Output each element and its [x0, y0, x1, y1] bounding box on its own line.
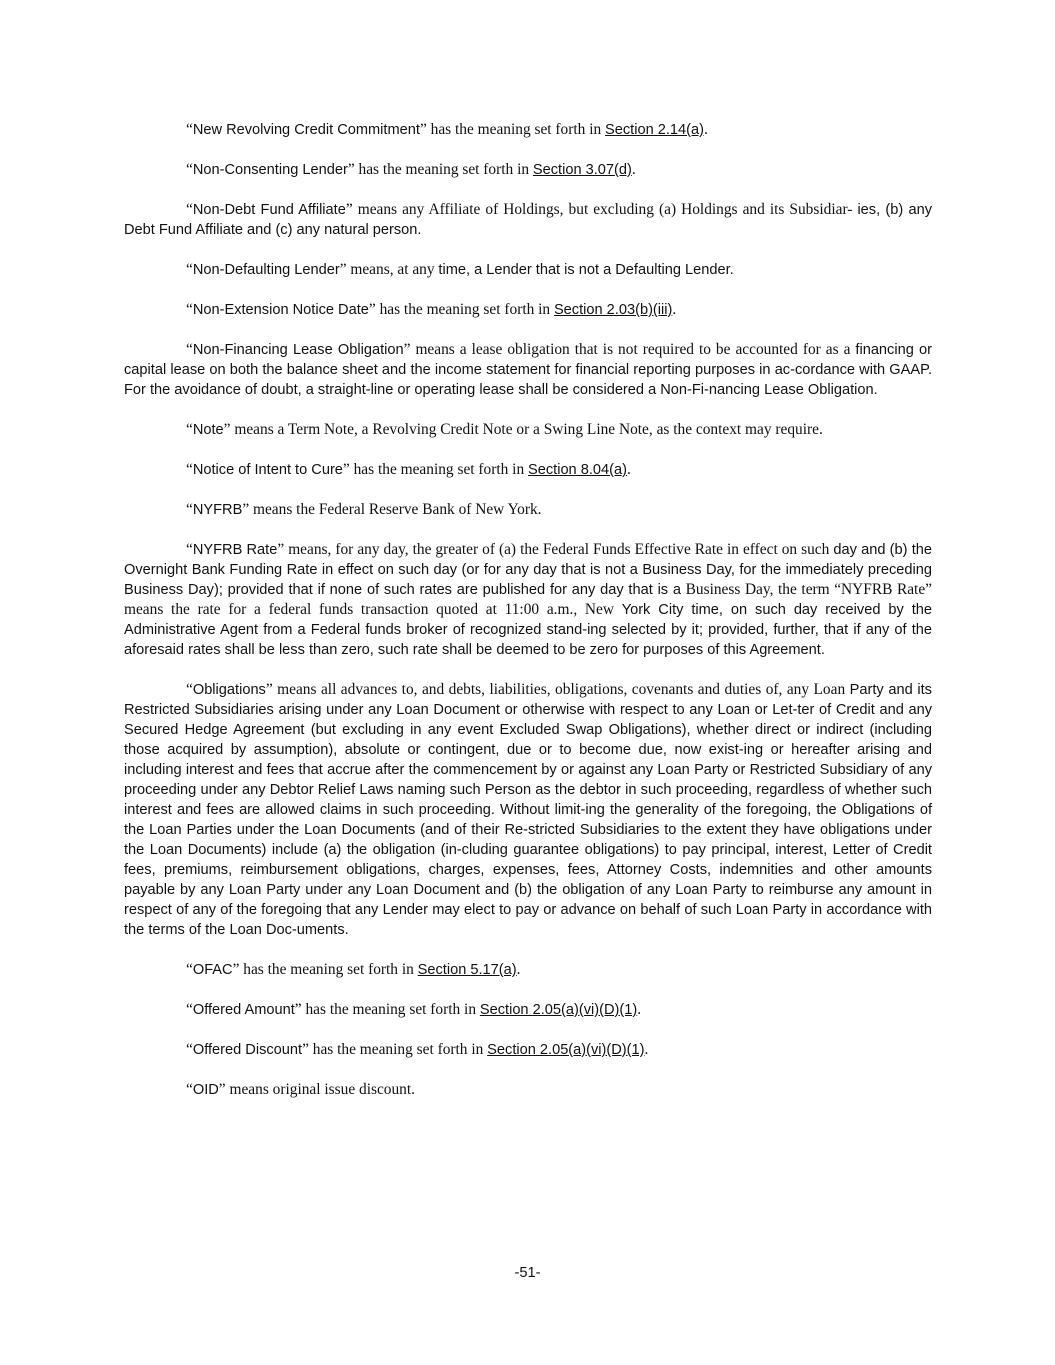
definition-notice-of-intent-to-cure: “Notice of Intent to Cure” has the meaning set forth in Section 8.04(a). — [186, 461, 631, 478]
defined-term: Non-Extension Notice Date — [192, 302, 369, 318]
section-link[interactable]: Section 2.03(b)(iii) — [553, 302, 673, 318]
section-link[interactable]: Section 3.07(d) — [532, 162, 632, 178]
defined-term: Non-Defaulting Lender — [192, 262, 340, 278]
defined-term: Non-Debt Fund Affiliate — [192, 202, 346, 218]
section-link[interactable]: Section 2.05(a)(vi)(D)(1) — [479, 1002, 638, 1018]
definition-obligations: “Obligations” means all advances to, and debts, liabilities, obligations, covenants and duties of, any Loan Party and its Restricted Subsidiaries arising under any Loan Document or otherwise with respect to any Loan or Let-ter of Credit and any Secured Hedge Agreement (but excluding in any event Excluded Swap Obligations), whether direct or indirect (including those acquired by assumption), absolute or contingent, due or to become due, now exist-ing or hereafter arising and including interest and fees that accrue after the commencement by or against any Loan Party or Restricted Subsidiary of any proceeding under any Debtor Relief Laws naming such Person as the debtor in such proceeding, regardless of whether such interest and fees are allowed claims in such proceeding. Without limit-ing the generality of the foregoing, the Obligations of the Loan Parties under the Loan Documents (and of their Re-stricted Subsidiaries to the extent they have obligations under the Loan Documents) include (a) the obligation (in-cluding guarantee obligations) to pay principal, interest, Letter of Credit fees, premiums, reimbursement obligations, charges, expenses, fees, Attorney Costs, indemnities and other amounts payable by any Loan Party under any Loan Document and (b) the obligation of any Loan Party to reimburse any amount in respect of any of the foregoing that any Lender may elect to pay or advance on behalf of such Loan Party in accordance with the terms of the Loan Doc-uments. — [124, 681, 932, 938]
definition-offered-discount: “Offered Discount” has the meaning set forth in Section 2.05(a)(vi)(D)(1). — [186, 1041, 649, 1058]
defined-term: NYFRB — [192, 502, 243, 518]
defined-term: OFAC — [192, 962, 233, 978]
defined-term: Offered Discount — [192, 1042, 303, 1058]
defined-term: Obligations — [192, 682, 266, 698]
document-page — [124, 120, 932, 1120]
section-link[interactable]: Section 8.04(a) — [528, 462, 627, 478]
definition-new-revolving-credit-commitment: “New Revolving Credit Commitment” has the meaning set forth in Section 2.14(a). — [186, 121, 708, 138]
section-link[interactable]: Section 2.05(a)(vi)(D)(1) — [487, 1042, 645, 1058]
definition-nyfrb: “NYFRB” means the Federal Reserve Bank of New York. — [186, 501, 542, 518]
defined-term: Notice of Intent to Cure — [192, 462, 343, 478]
definition-note: “Note” means a Term Note, a Revolving Credit Note or a Swing Line Note, as the context may require. — [186, 421, 823, 438]
defined-term: New Revolving Credit Commitment — [192, 122, 420, 138]
definition-oid: “OID” means original issue discount. — [186, 1081, 416, 1098]
definition-offered-amount: “Offered Amount” has the meaning set forth in Section 2.05(a)(vi)(D)(1). — [186, 1001, 642, 1018]
defined-term: NYFRB Rate — [192, 542, 278, 558]
definition-non-debt-fund-affiliate: “Non-Debt Fund Affiliate” means any Affiliate of Holdings, but excluding (a) Holdings and its Subsidiar- ies, (b) any Debt Fund Affiliate and (c) any natural person. — [124, 201, 933, 238]
definition-non-defaulting-lender: “Non-Defaulting Lender” means, at any time, a Lender that is not a Defaulting Lender. — [186, 261, 734, 278]
definition-non-financing-lease-obligation: “Non-Financing Lease Obligation” means a lease obligation that is not required to be accounted for as a financing or capital lease on both the balance sheet and the income statement for financial reporting purposes in ac-cordance with GAAP. For the avoidance of doubt, a straight-line or operating lease shall be considered a Non-Fi-nancing Lease Obligation. — [124, 341, 932, 398]
defined-term: OID — [192, 1082, 219, 1098]
definition-nyfrb-rate: “NYFRB Rate” means, for any day, the greater of (a) the Federal Funds Effective Rate in effect on such day and (b) the Overnight Bank Funding Rate in effect on such day (or for any day that is not a Business Day, for the immediately preceding Business Day); provided that if none of such rates are published for any day that is a Business Day, the term “NYFRB Rate” means the rate for a federal funds transaction quoted at 11:00 a.m., New York City time, on such day received by the Administrative Agent from a Federal funds broker of recognized stand-ing selected by it; provided, further, that if any of the aforesaid rates shall be less than zero, such rate shall be deemed to be zero for purposes of this Agreement. — [124, 541, 933, 658]
section-link[interactable]: Section 5.17(a) — [417, 962, 517, 978]
definition-non-consenting-lender: “Non-Consenting Lender” has the meaning set forth in Section 3.07(d). — [186, 161, 636, 178]
page-number: -51- — [514, 1265, 541, 1281]
section-link[interactable]: Section 2.14(a) — [605, 122, 704, 138]
defined-term: Non-Financing Lease Obligation — [192, 342, 404, 358]
defined-term: Note — [192, 422, 224, 438]
defined-term: Offered Amount — [192, 1002, 295, 1018]
definition-ofac: “OFAC” has the meaning set forth in Section 5.17(a). — [186, 961, 521, 978]
defined-term: Non-Consenting Lender — [192, 162, 348, 178]
definition-non-extension-notice-date: “Non-Extension Notice Date” has the meaning set forth in Section 2.03(b)(iii). — [186, 301, 677, 318]
